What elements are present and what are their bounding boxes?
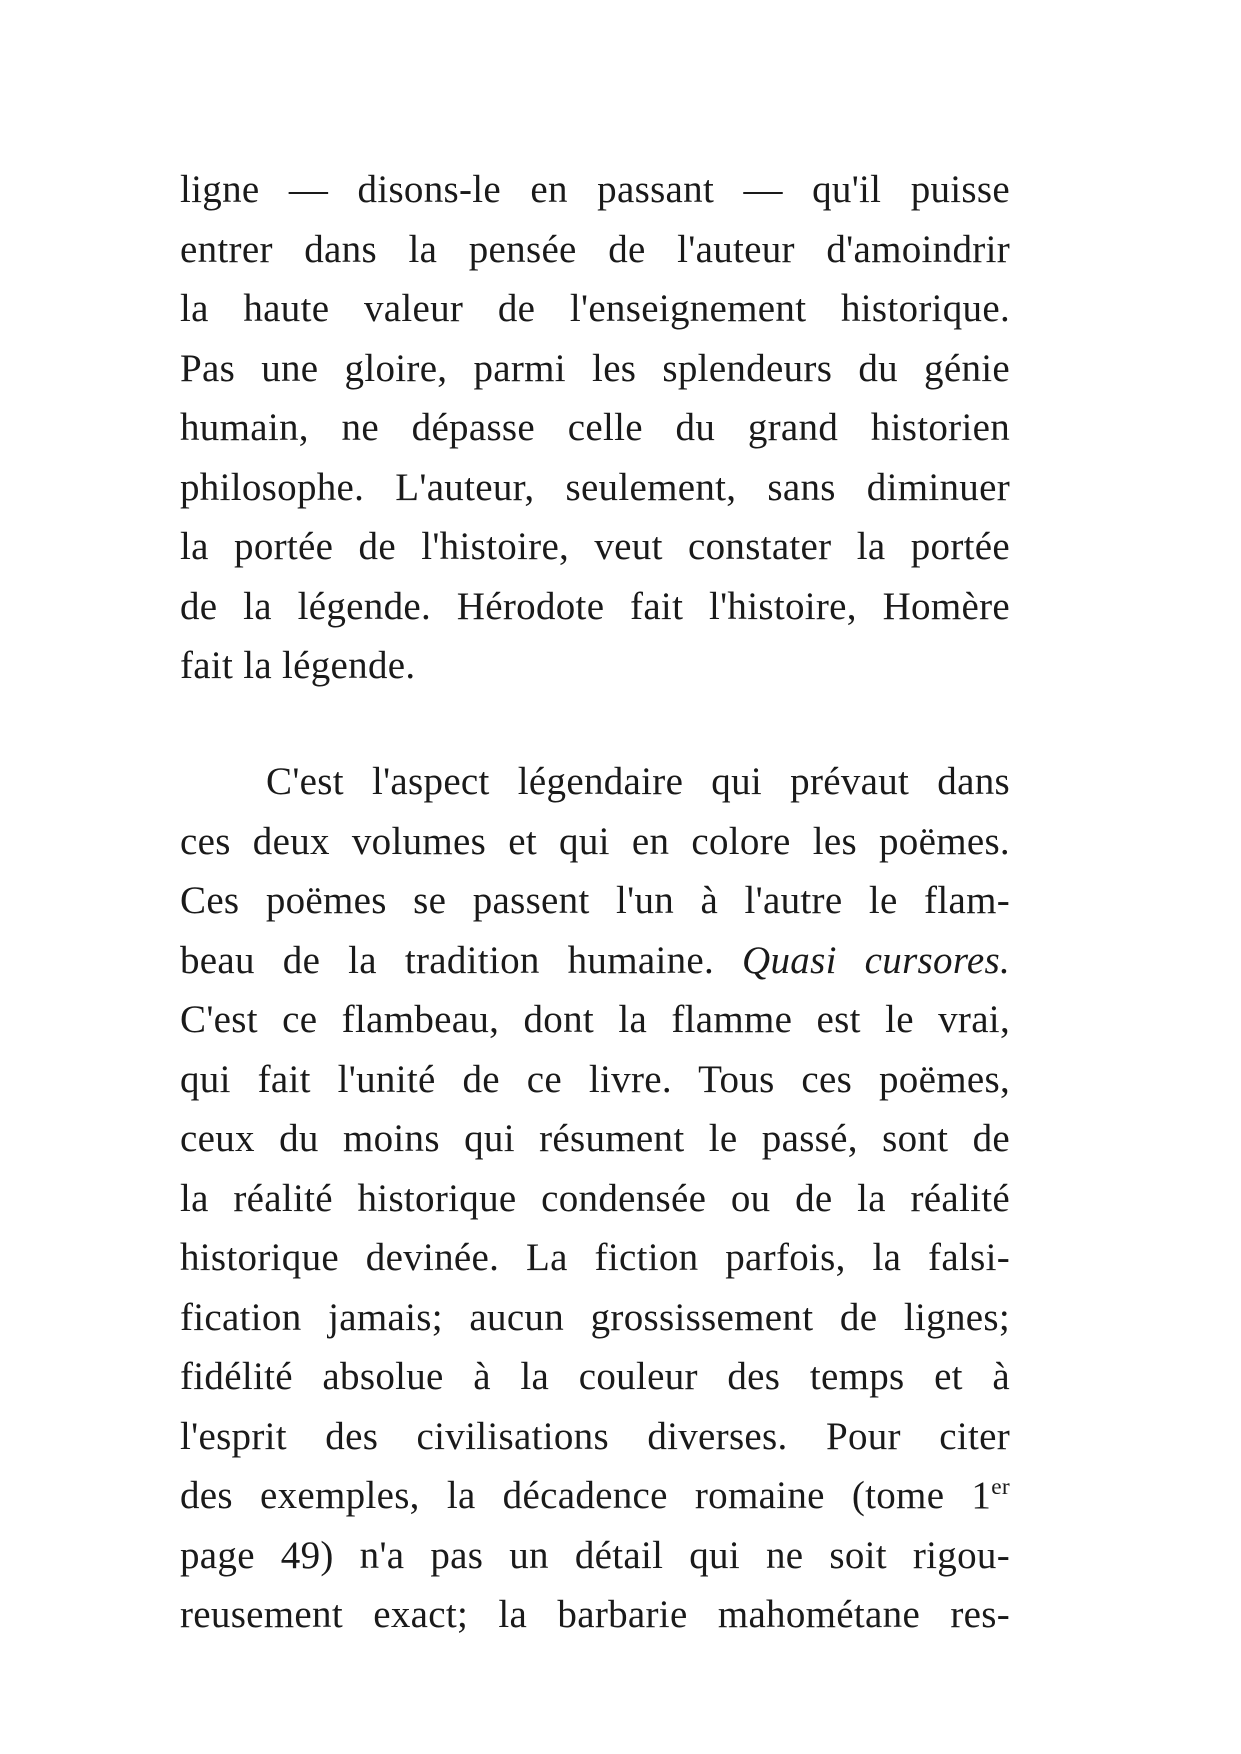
text-line: ligne — disons-le en passant — qu'il puisse [180,168,1010,211]
italic-phrase: Quasi cursores. [742,938,1010,982]
text-line-with-superscript [180,1466,1010,1526]
text-line: historique devinée. La fiction parfois, la falsi- [180,1236,1010,1279]
text-line: fidélité absolue à la couleur des temps et à [180,1355,1010,1398]
text-line: la portée de l'histoire, veut constater la portée [180,525,1010,568]
text-line: reusement exact; la barbarie mahométane res- [180,1593,1010,1636]
text-line: humain, ne dépasse celle du grand historien [180,406,1010,449]
text-line: fication jamais; aucun grossissement de lignes; [180,1295,1010,1339]
text-line: entrer dans la pensée de l'auteur d'amoindrir [180,227,1010,271]
text-line: qui fait l'unité de ce livre. Tous ces poëmes, [180,1057,1010,1101]
text-line: l'esprit des civilisations diverses. Pour citer [180,1414,1010,1458]
paragraph-1 [180,160,1010,696]
ordinal-superscript: er [991,1474,1010,1500]
text-line: philosophe. L'auteur, seulement, sans diminuer [180,465,1010,509]
text-line: ces deux volumes et qui en colore les poëmes. [180,819,1010,863]
text-line: fait la légende. [180,644,416,687]
text-line: page 49) n'a pas un détail qui ne soit rigou- [180,1533,1010,1577]
text-segment: des exemples, la décadence romaine (tome 1 [180,1474,992,1517]
text-line: Pas une gloire, parmi les splendeurs du génie [180,346,1010,390]
text-line-with-italic [180,931,1010,991]
text-line: la réalité historique condensée ou de la réalité [180,1176,1010,1220]
text-line: la haute valeur de l'enseignement historique. [180,287,1010,330]
text-line: C'est l'aspect légendaire qui prévaut dans [266,760,1010,803]
text-line: C'est ce flambeau, dont la flamme est le vrai, [180,998,1010,1041]
text-line: ceux du moins qui résument le passé, sont de [180,1117,1010,1160]
text-line: Ces poëmes se passent l'un à l'autre le flam- [180,879,1010,922]
text-segment: beau de la tradition humaine. [180,938,743,982]
text-line: de la légende. Hérodote fait l'histoire, Homère [180,584,1010,628]
paragraph-2 [180,752,1010,1645]
